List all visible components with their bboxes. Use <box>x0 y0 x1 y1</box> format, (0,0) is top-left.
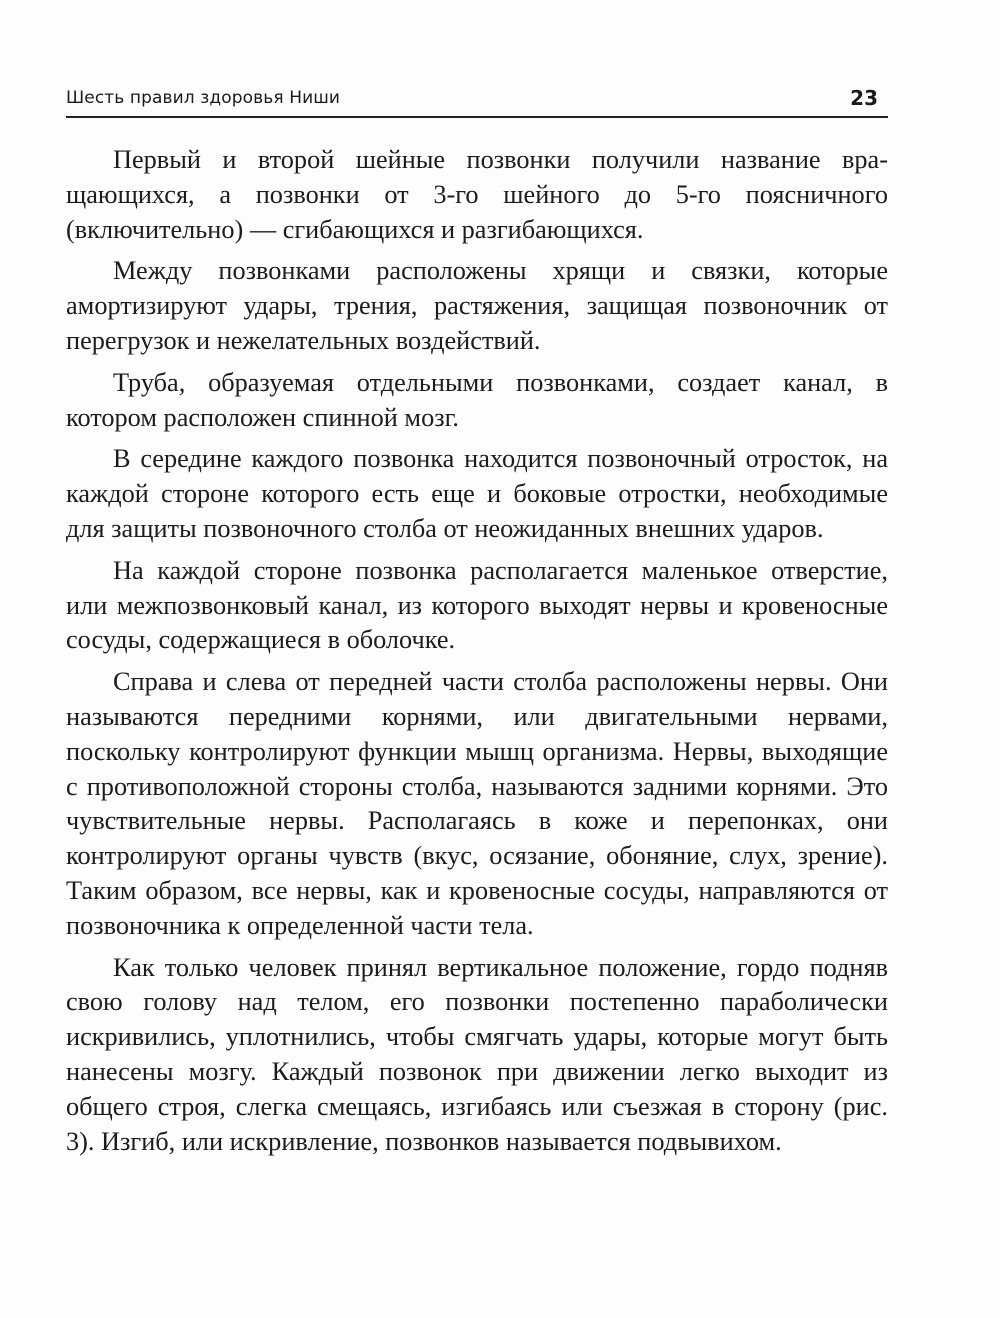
paragraph-4: В середине каждого позвонка находится позвоночный отросток, на каждой стороне которого есть еще и боковые отростки, необходимые для защиты позвоночного столба от неожиданных внешних ударов. <box>66 444 888 543</box>
paragraph-3: Труба, образуемая отдельными позвонками, создает канал, в котором расположен спинной мозг. <box>66 367 888 432</box>
running-title: Шесть правил здоровья Ниши <box>66 88 341 108</box>
body-text <box>66 143 888 1159</box>
paragraph-7: Как только человек принял вертикальное положение, гордо подняв свою голову над телом, его позвонки постепенно параболически искривились, уплотнились, чтобы смягчать удары, которые могут быть нанесены мозгу. Каждый позвонок при движении легко выходит из общего строя, слегка смещаясь, изгибаясь или съезжая в сторону (рис. 3). Изгиб, или искривление, позвонков называется подвывихом. <box>66 952 888 1156</box>
paragraph-1: Первый и второй шейные позвонки получили название вращающихся, а позвонки от 3-го шейного до 5-го поясничного (включительно) — сгибающихся и разгибающихся. <box>66 145 888 244</box>
paragraph-6: Справа и слева от передней части столба расположены нервы. Они называются передними корнями, или двигательными нервами, поскольку контролируют функции мышц организма. Нервы, выходящие с противоположной стороны столба, называются задними корнями. Это чувствительные нервы. Располагаясь в коже и перепонках, они контролируют органы чувств (вкус, осязание, обоняние, слух, зрение). Таким образом, все нервы, как и кровеносные сосуды, направляются от позвоночника к определенной части тела. <box>66 667 888 940</box>
paragraph-2: Между позвонками расположены хрящи и связки, которые амортизируют удары, трения, растяжения, защищая позвоночник от перегрузок и нежелательных воздействий. <box>66 256 888 355</box>
page-number: 23 <box>850 86 878 110</box>
running-header <box>66 86 888 118</box>
paragraph-5: На каждой стороне позвонка располагается маленькое отверстие, или межпозвонковый канал, из которого выходят нервы и кровеносные сосуды, содержащиеся в оболочке. <box>66 555 888 655</box>
